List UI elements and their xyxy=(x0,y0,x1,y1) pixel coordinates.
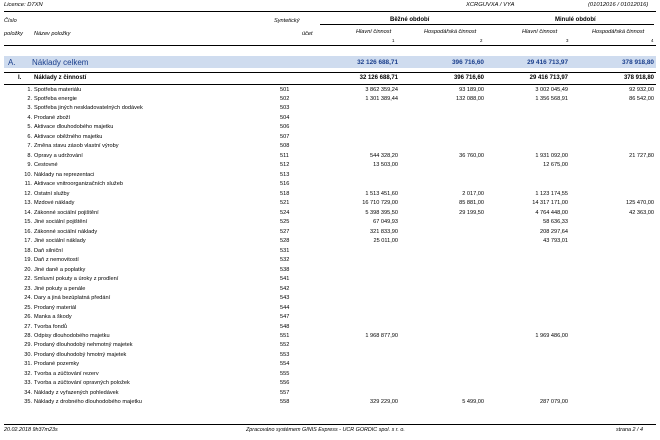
table-row xyxy=(0,105,660,113)
row-name: Spotřeba energie xyxy=(34,95,77,102)
current-main-activity: Hlavní činnost xyxy=(356,29,392,35)
row-name: Prodaný materiál xyxy=(34,304,77,311)
report-id: XCRGUVXA / VYA xyxy=(466,2,515,8)
row-account: 518 xyxy=(280,190,290,197)
row-account: 547 xyxy=(280,314,290,321)
row-account: 513 xyxy=(280,171,290,178)
column-header-rule xyxy=(4,45,656,46)
table-row xyxy=(0,295,660,303)
row-previous-main: 14 317 171,00 xyxy=(532,200,568,207)
subsection-rule-bottom xyxy=(4,84,656,85)
row-name: Jiné sociální pojištění xyxy=(34,219,88,226)
row-account: 502 xyxy=(280,95,290,102)
table-row xyxy=(0,257,660,265)
row-name: Změna stavu zásob vlastní výroby xyxy=(34,143,119,150)
subsection-value-2: 396 716,60 xyxy=(453,75,484,81)
row-name: Aktivace vnitroorganizačních služeb xyxy=(34,181,123,188)
row-previous-main: 12 675,00 xyxy=(543,162,568,169)
table-row xyxy=(0,361,660,369)
row-name: Daň silniční xyxy=(34,247,63,254)
row-account: 531 xyxy=(280,247,290,254)
table-row xyxy=(0,219,660,227)
subsection-name: Náklady z činností xyxy=(34,75,87,81)
table-row xyxy=(0,229,660,237)
row-previous-economic: 92 932,00 xyxy=(629,86,654,93)
table-row xyxy=(0,96,660,104)
row-name: Aktivace dlouhodobého majetku xyxy=(34,124,114,131)
row-previous-main: 287 079,00 xyxy=(540,399,568,406)
row-name: Náklady z vyřazených pohledávek xyxy=(34,389,119,396)
row-name: Smluvní pokuty a úroky z prodlení xyxy=(34,276,119,283)
footer-processed-by: Zpracováno systémem GINIS Express - UCR GORDIC spol. s r. o. xyxy=(246,427,405,433)
row-account: 532 xyxy=(280,257,290,264)
row-name: Náklady na reprezentaci xyxy=(34,171,95,178)
row-index: 19. xyxy=(24,257,32,264)
row-account: 508 xyxy=(280,143,290,150)
table-row xyxy=(0,248,660,256)
row-account: 504 xyxy=(280,114,290,121)
col-number-top: Číslo xyxy=(4,18,17,24)
section-name: Náklady celkem xyxy=(32,58,89,67)
row-index: 5. xyxy=(27,124,32,131)
row-index: 9. xyxy=(27,162,32,169)
row-account: 527 xyxy=(280,228,290,235)
current-period-heading: Běžné období xyxy=(390,17,430,23)
row-index: 23. xyxy=(24,285,32,292)
row-name: Manka a škody xyxy=(34,314,72,321)
table-row xyxy=(0,352,660,360)
table-row xyxy=(0,153,660,161)
table-row xyxy=(0,305,660,313)
previous-main-activity: Hlavní činnost xyxy=(522,29,558,35)
row-current-main: 321 833,90 xyxy=(370,228,398,235)
row-current-main: 3 862 359,24 xyxy=(365,86,398,93)
row-current-main: 329 229,00 xyxy=(370,399,398,406)
row-index: 17. xyxy=(24,238,32,245)
row-index: 3. xyxy=(27,105,32,112)
row-index: 1. xyxy=(27,86,32,93)
section-value-3: 29 416 713,97 xyxy=(527,59,568,66)
row-name: Prodané zboží xyxy=(34,114,71,121)
row-account: 524 xyxy=(280,209,290,216)
row-name: Prodané pozemky xyxy=(34,361,80,368)
row-index: 27. xyxy=(24,323,32,330)
row-current-economic: 85 881,00 xyxy=(459,200,484,207)
row-previous-main: 3 002 045,49 xyxy=(535,86,568,93)
table-row xyxy=(0,314,660,322)
row-name: Jiné sociální náklady xyxy=(34,238,86,245)
previous-period-heading: Minulé období xyxy=(555,17,596,23)
row-index: 13. xyxy=(24,200,32,207)
col-number-1: 1 xyxy=(392,38,395,43)
col-account-top: Syntetický xyxy=(274,18,300,24)
row-index: 24. xyxy=(24,295,32,302)
row-previous-main: 1 969 486,00 xyxy=(535,332,568,339)
row-index: 20. xyxy=(24,266,32,273)
table-row xyxy=(0,267,660,275)
row-account: 544 xyxy=(280,304,290,311)
table-row xyxy=(0,286,660,294)
table-row xyxy=(0,210,660,218)
row-index: 22. xyxy=(24,276,32,283)
row-name: Prodaný dlouhodobý hmotný majetek xyxy=(34,351,127,358)
row-name: Cestovné xyxy=(34,162,58,169)
row-current-main: 25 011,00 xyxy=(373,238,398,245)
subsection-rule-top xyxy=(4,72,656,73)
row-current-main: 67 049,93 xyxy=(373,219,398,226)
row-name: Tvorba a zúčtování opravných položek xyxy=(34,380,130,387)
row-account: 501 xyxy=(280,86,290,93)
table-row xyxy=(0,342,660,350)
row-previous-main: 208 297,64 xyxy=(540,228,568,235)
row-index: 4. xyxy=(27,114,32,121)
table-row xyxy=(0,124,660,132)
col-number-2: 2 xyxy=(480,38,483,43)
table-row xyxy=(0,238,660,246)
previous-economic-activity: Hospodářská činnost xyxy=(592,29,645,35)
row-account: 538 xyxy=(280,266,290,273)
table-row xyxy=(0,181,660,189)
period-rule xyxy=(320,24,654,25)
footer-page: strana 2 / 4 xyxy=(616,427,643,433)
row-current-economic: 132 088,00 xyxy=(456,95,484,102)
row-index: 32. xyxy=(24,370,32,377)
row-current-economic: 93 189,00 xyxy=(459,86,484,93)
row-name: Jiné pokuty a penále xyxy=(34,285,86,292)
row-previous-main: 1 123 174,55 xyxy=(535,190,568,197)
row-previous-main: 1 931 092,00 xyxy=(535,152,568,159)
row-current-main: 1 968 877,90 xyxy=(365,332,398,339)
row-index: 8. xyxy=(27,152,32,159)
row-name: Spotřeba jiných neskladovatelných dodávek xyxy=(34,105,143,112)
row-previous-economic: 21 727,80 xyxy=(629,152,654,159)
col-number-3: 3 xyxy=(566,38,569,43)
section-code: A. xyxy=(8,58,16,67)
row-name: Zákonné sociální náklady xyxy=(34,228,98,235)
row-name: Ostatní služby xyxy=(34,190,70,197)
period-range: (01012016 / 01012016) xyxy=(588,2,649,8)
row-index: 28. xyxy=(24,332,32,339)
table-row xyxy=(0,380,660,388)
row-index: 29. xyxy=(24,342,32,349)
row-account: 506 xyxy=(280,124,290,131)
row-account: 525 xyxy=(280,219,290,226)
table-row xyxy=(0,134,660,142)
table-row xyxy=(0,87,660,95)
row-index: 14. xyxy=(24,209,32,216)
subsection-code: I. xyxy=(18,75,22,81)
row-name: Prodaný dlouhodobý nehmotný majetek xyxy=(34,342,133,349)
subsection-value-4: 378 918,80 xyxy=(623,75,654,81)
table-row xyxy=(0,200,660,208)
table-row xyxy=(0,191,660,199)
row-index: 34. xyxy=(24,389,32,396)
row-current-economic: 36 760,00 xyxy=(459,152,484,159)
row-current-economic: 29 199,50 xyxy=(459,209,484,216)
row-name: Zákonné sociální pojištění xyxy=(34,209,99,216)
row-account: 556 xyxy=(280,380,290,387)
table-row xyxy=(0,172,660,180)
row-name: Aktivace oběžného majetku xyxy=(34,133,103,140)
row-name: Tvorba fondů xyxy=(34,323,67,330)
table-row xyxy=(0,399,660,407)
row-previous-main: 4 764 448,00 xyxy=(535,209,568,216)
row-account: 551 xyxy=(280,332,290,339)
row-previous-economic: 86 542,00 xyxy=(629,95,654,102)
row-account: 528 xyxy=(280,238,290,245)
section-value-2: 396 716,60 xyxy=(452,59,484,66)
col-number-bottom: položky xyxy=(4,31,23,37)
row-account: 548 xyxy=(280,323,290,330)
row-name: Mzdové náklady xyxy=(34,200,75,207)
row-previous-main: 43 793,01 xyxy=(543,238,568,245)
row-account: 521 xyxy=(280,200,290,207)
row-index: 7. xyxy=(27,143,32,150)
row-account: 543 xyxy=(280,295,290,302)
row-account: 558 xyxy=(280,399,290,406)
row-index: 16. xyxy=(24,228,32,235)
col-number-4: 4 xyxy=(651,38,654,43)
row-current-main: 1 513 451,60 xyxy=(365,190,398,197)
row-current-main: 16 710 729,00 xyxy=(362,200,398,207)
row-index: 35. xyxy=(24,399,32,406)
subsection-value-3: 29 416 713,97 xyxy=(529,75,568,81)
table-row xyxy=(0,143,660,151)
row-account: 507 xyxy=(280,133,290,140)
row-index: 18. xyxy=(24,247,32,254)
row-previous-main: 1 356 568,91 xyxy=(535,95,568,102)
row-index: 11. xyxy=(24,181,32,188)
row-account: 542 xyxy=(280,285,290,292)
current-economic-activity: Hospodářská činnost xyxy=(424,29,477,35)
row-account: 541 xyxy=(280,276,290,283)
table-row xyxy=(0,324,660,332)
row-previous-main: 58 636,33 xyxy=(543,219,568,226)
row-index: 26. xyxy=(24,314,32,321)
row-account: 552 xyxy=(280,342,290,349)
row-index: 12. xyxy=(24,190,32,197)
subsection-value-1: 32 126 688,71 xyxy=(359,75,398,81)
section-value-1: 32 126 688,71 xyxy=(357,59,398,66)
row-current-main: 13 503,00 xyxy=(373,162,398,169)
row-previous-economic: 42 363,00 xyxy=(629,209,654,216)
row-name: Dary a jiná bezúplatná předání xyxy=(34,295,111,302)
row-name: Jiné daně a poplatky xyxy=(34,266,86,273)
table-row xyxy=(0,390,660,398)
row-account: 553 xyxy=(280,351,290,358)
header-rule xyxy=(4,11,656,12)
licence-label: Licence: D7XN xyxy=(4,2,43,8)
table-row xyxy=(0,162,660,170)
table-row xyxy=(0,115,660,123)
row-index: 2. xyxy=(27,95,32,102)
row-index: 30. xyxy=(24,351,32,358)
row-name: Daň z nemovitostí xyxy=(34,257,79,264)
row-account: 555 xyxy=(280,370,290,377)
row-index: 25. xyxy=(24,304,32,311)
row-account: 516 xyxy=(280,181,290,188)
row-current-main: 544 328,20 xyxy=(370,152,398,159)
footer-timestamp: 20.02.2018 9h37m23s xyxy=(4,427,58,433)
col-account-bottom: účet xyxy=(302,31,313,37)
section-value-4: 378 918,80 xyxy=(622,59,654,66)
col-item-name: Název položky xyxy=(34,31,71,37)
row-name: Odpisy dlouhodobého majetku xyxy=(34,332,110,339)
row-current-economic: 2 017,00 xyxy=(462,190,484,197)
row-index: 6. xyxy=(27,133,32,140)
row-previous-economic: 125 470,00 xyxy=(626,200,654,207)
row-account: 512 xyxy=(280,162,290,169)
row-name: Opravy a udržování xyxy=(34,152,83,159)
row-current-main: 1 301 389,44 xyxy=(365,95,398,102)
row-name: Tvorba a zúčtování rezerv xyxy=(34,370,99,377)
row-current-economic: 5 499,00 xyxy=(462,399,484,406)
footer-rule xyxy=(4,424,656,425)
row-name: Spotřeba materiálu xyxy=(34,86,82,93)
row-index: 15. xyxy=(24,219,32,226)
row-index: 31. xyxy=(24,361,32,368)
table-row xyxy=(0,333,660,341)
row-account: 511 xyxy=(280,152,289,159)
table-row xyxy=(0,371,660,379)
row-account: 554 xyxy=(280,361,290,368)
row-index: 33. xyxy=(24,380,32,387)
table-row xyxy=(0,276,660,284)
row-current-main: 5 398 395,50 xyxy=(365,209,398,216)
row-account: 557 xyxy=(280,389,290,396)
row-name: Náklady z drobného dlouhodobého majetku xyxy=(34,399,142,406)
row-account: 503 xyxy=(280,105,290,112)
row-index: 10. xyxy=(24,171,32,178)
